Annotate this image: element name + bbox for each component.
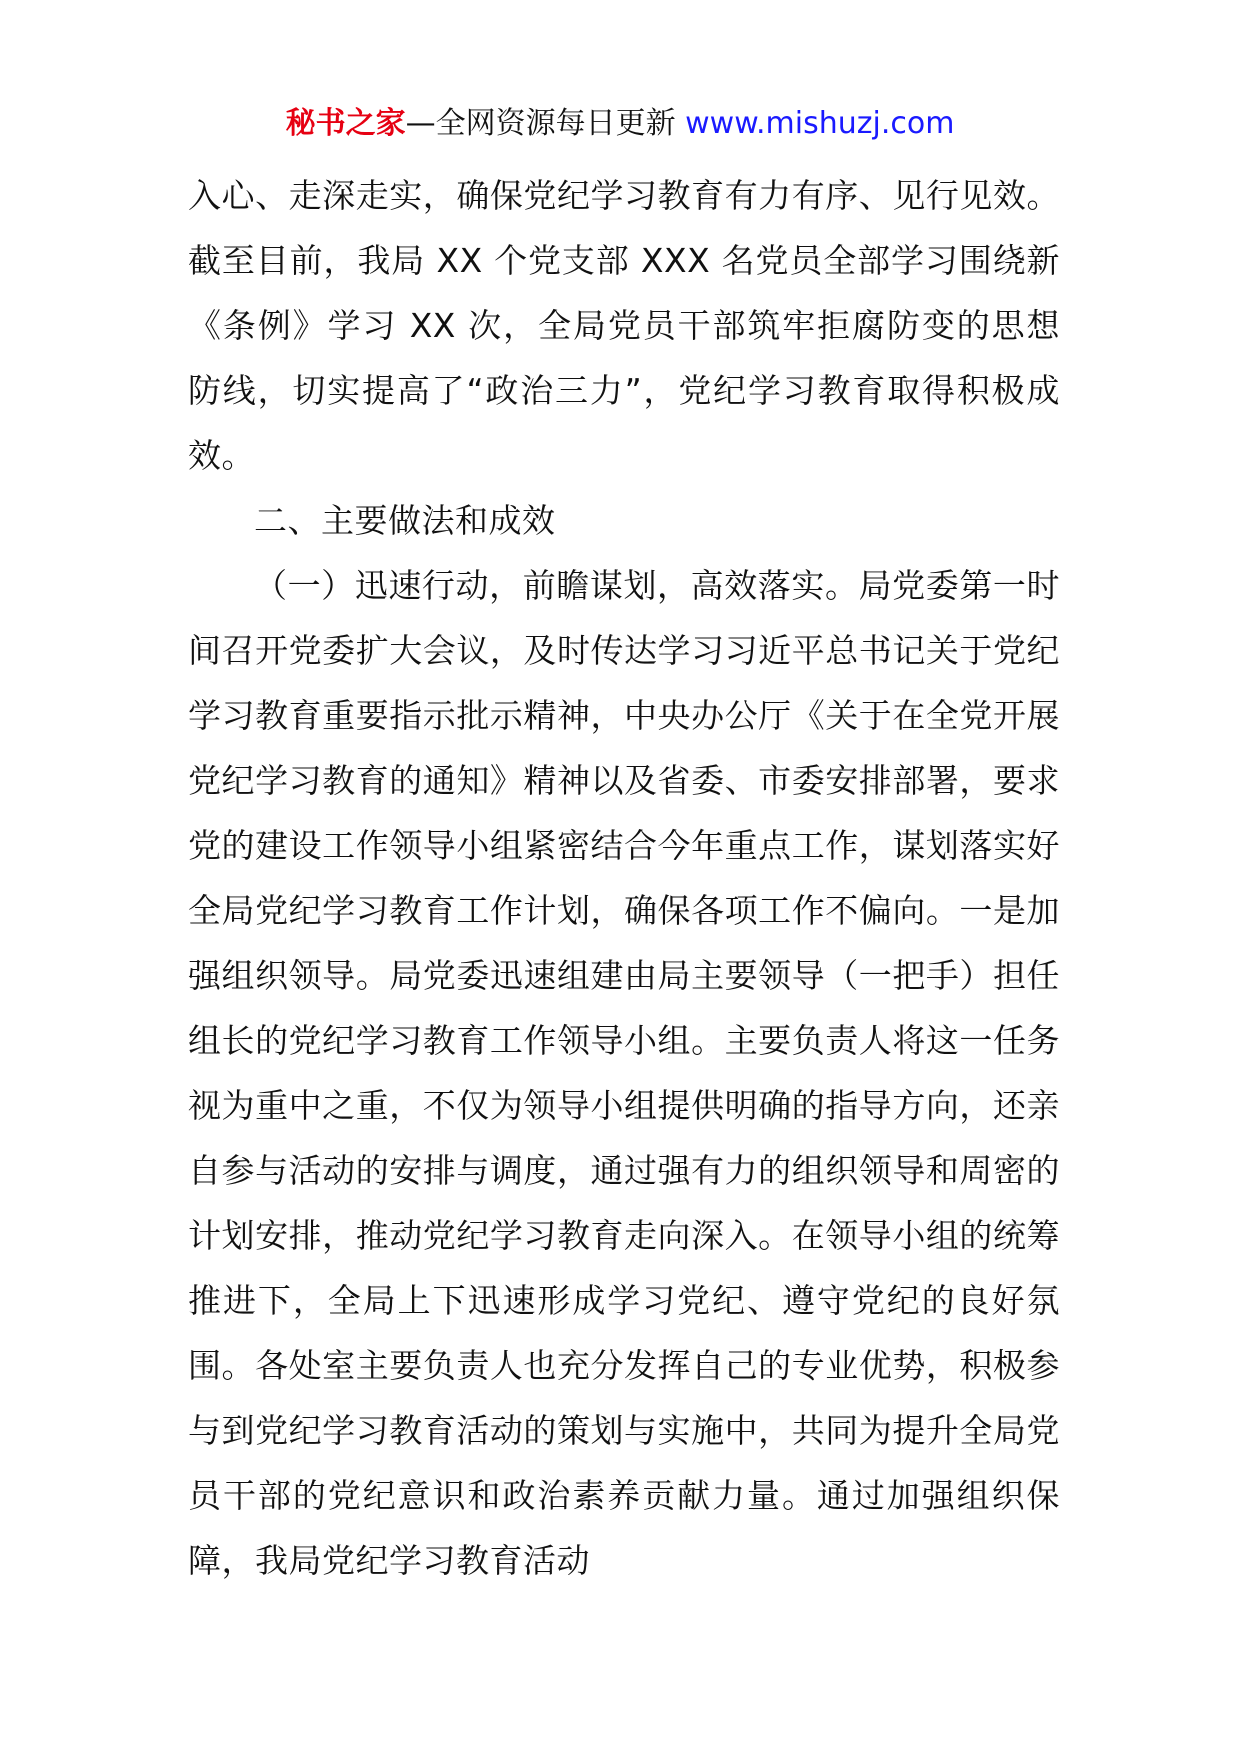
paragraph-subsection-one: （一）迅速行动，前瞻谋划，高效落实。局党委第一时间召开党委扩大会议，及时传达学习习近平总书记关于党纪学习教育重要指示批示精神，中央办公厅《关于在全党开展党纪学习教育的通知》精神以及省委、市委安排部署，要求党的建设工作领导小组紧密结合今年重点工作，谋划落实好全局党纪学习教育工作计划，确保各项工作不偏向。一是加强组织领导。局党委迅速组建由局主要领导（一把手）担任组长的党纪学习教育工作领导小组。主要负责人将这一任务视为重中之重，不仅为领导小组提供明确的指导方向，还亲自参与活动的安排与调度，通过强有力的组织领导和周密的计划安排，推动党纪学习教育走向深入。在领导小组的统筹推进下，全局上下迅速形成学习党纪、遵守党纪的良好氛围。各处室主要负责人也充分发挥自己的专业优势，积极参与到党纪学习教育活动的策划与实施中，共同为提升全局党员干部的党纪意识和政治素养贡献力量。通过加强组织保障，我局党纪学习教育活动 — [188, 566, 1060, 1580]
section-heading: 二、主要做法和成效 — [254, 501, 556, 540]
page-header — [0, 104, 1240, 144]
site-brand: 秘书之家 — [285, 106, 406, 141]
site-url[interactable]: www.mishuzj.com — [685, 106, 955, 141]
paragraph-continuation: 入心、走深走实，确保党纪学习教育有力有序、见行见效。截至目前，我局 XX 个党支部 XXX 名党员全部学习围绕新《条例》学习 XX 次，全局党员干部筑牢拒腐防变的思想防线，切实提高了“政治三力”，党纪学习教育取得积极成效。 — [188, 176, 1060, 475]
site-tagline: —全网资源每日更新 — [405, 106, 686, 141]
document-body — [188, 163, 1060, 1593]
